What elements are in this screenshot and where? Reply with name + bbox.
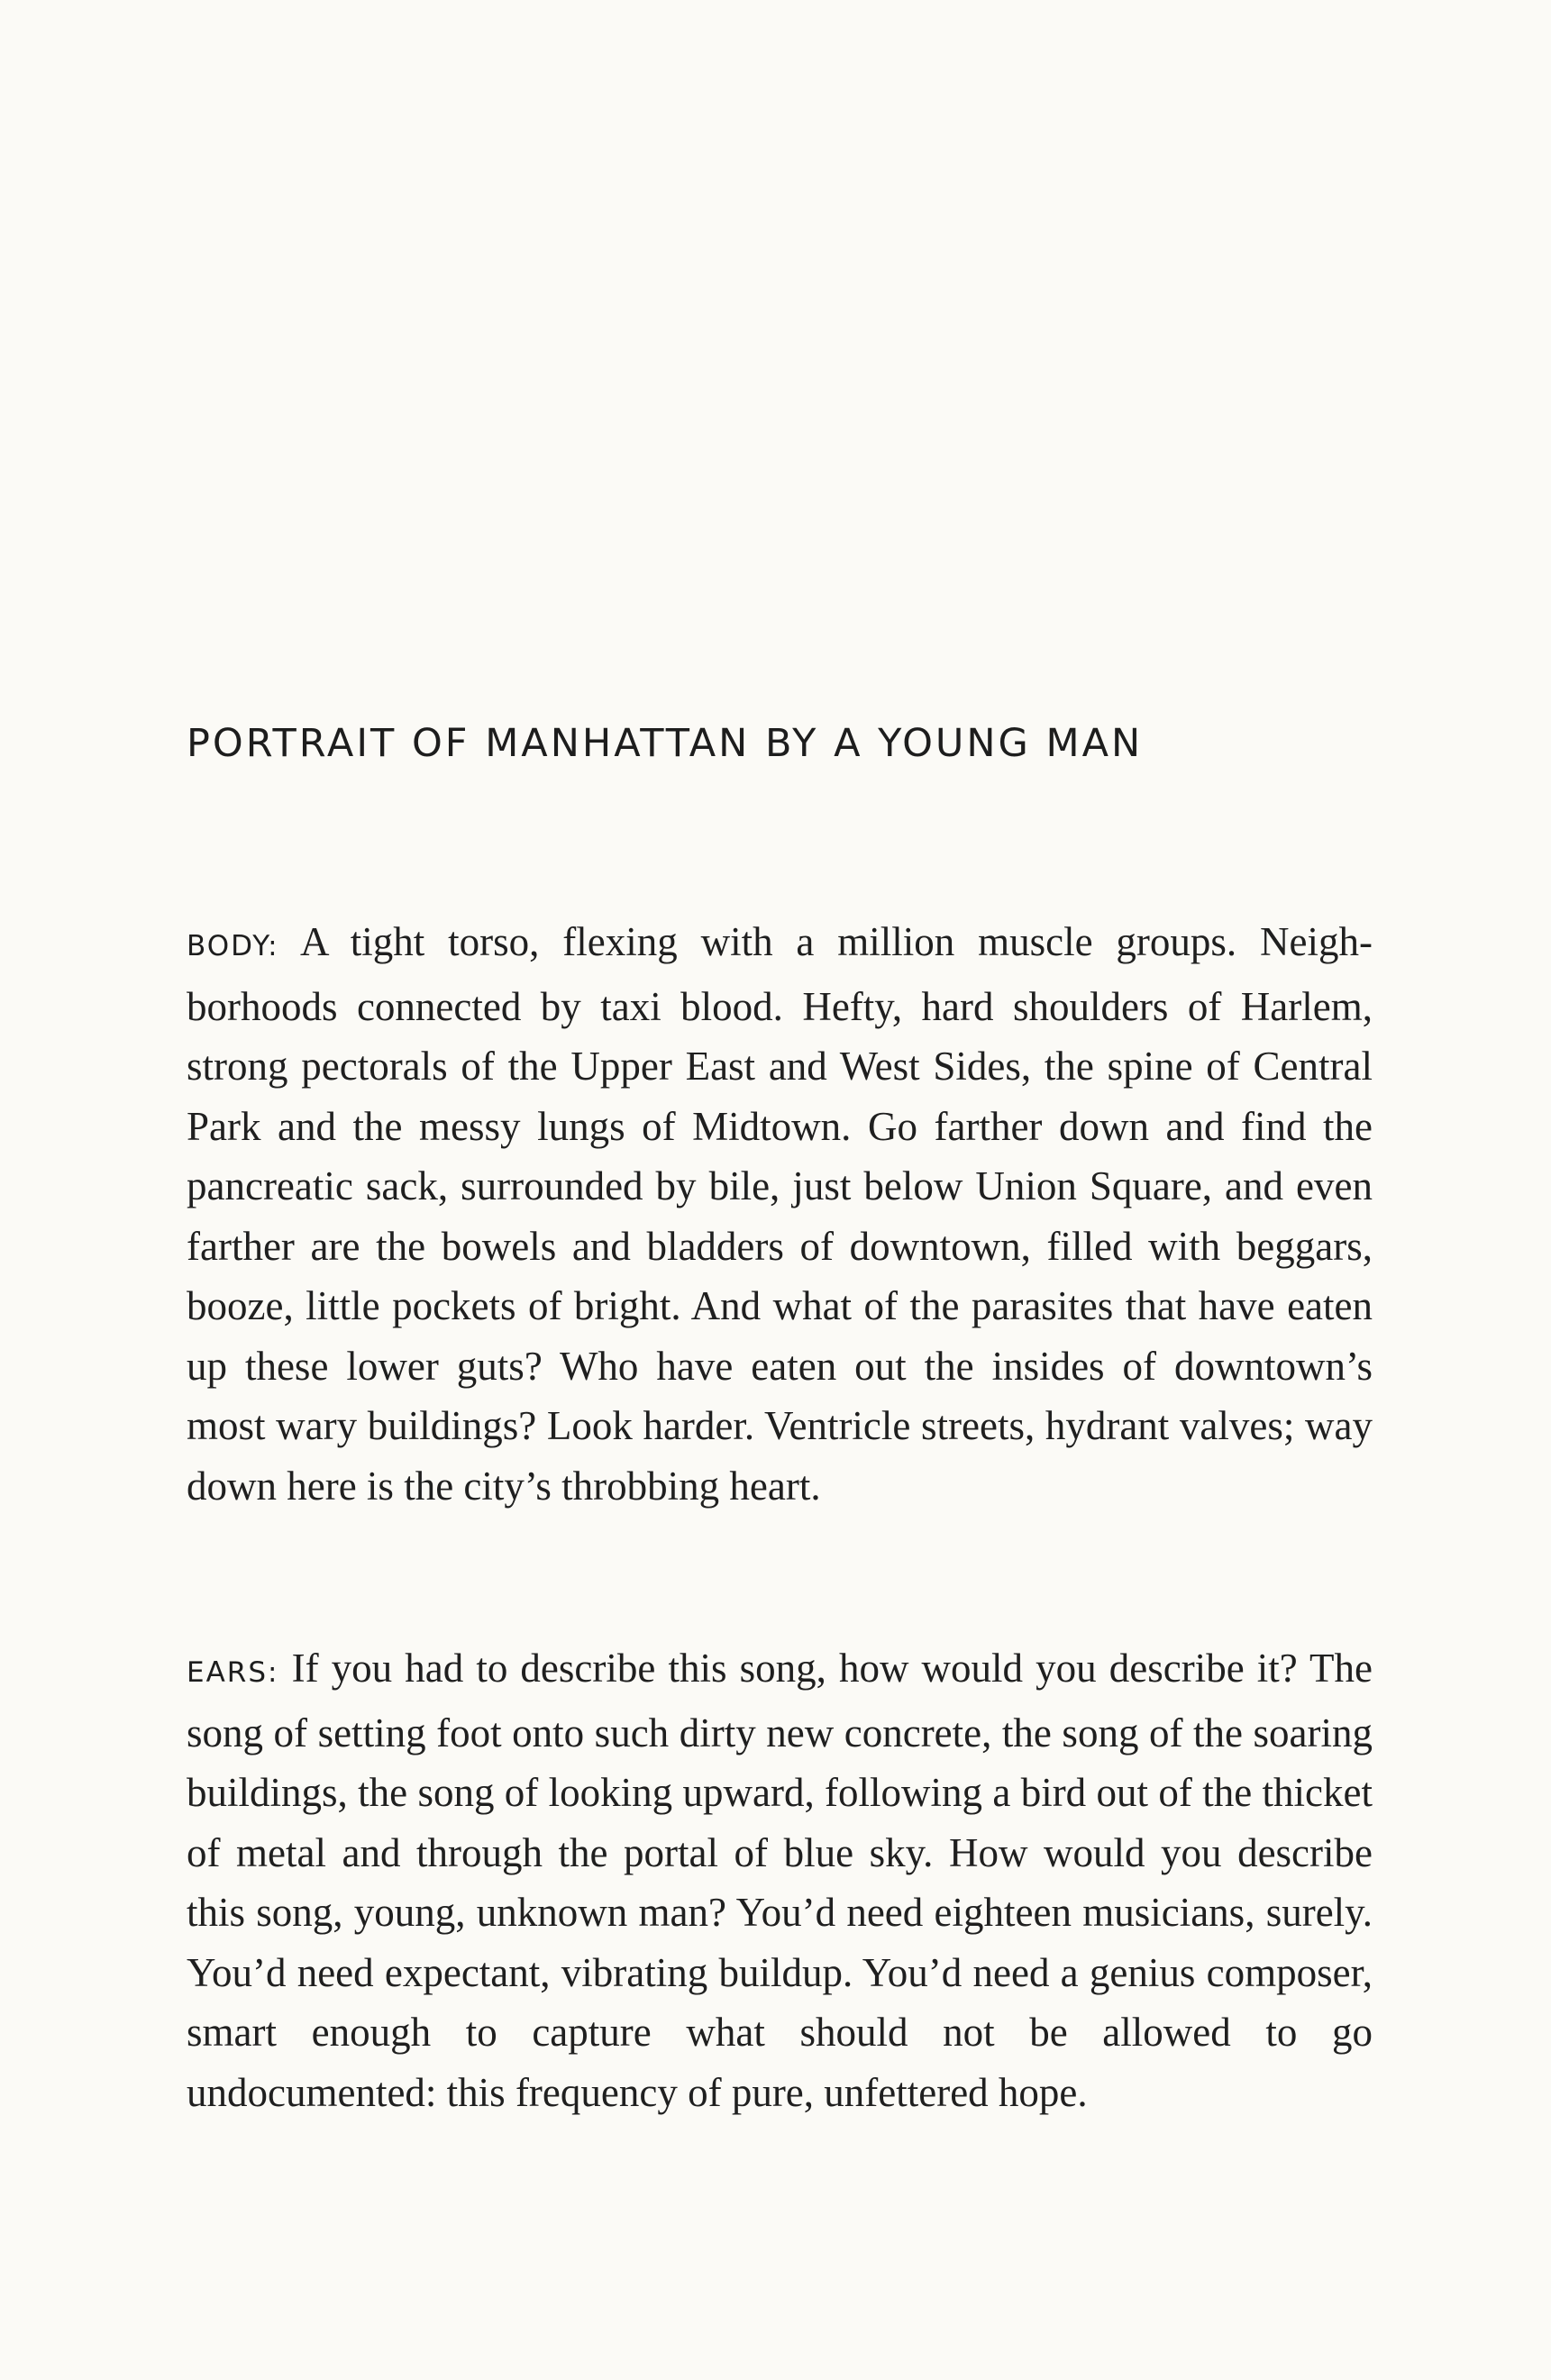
section-text: A tight torso, flexing with a million muscle groups. Neighborhoods connected by taxi blood. Hefty, hard shoulders of Harlem, strong pectorals of the Upper East and West Sides, the spine of Central Park and the messy lungs of Midtown. Go farther down and find the pancreatic sack, surrounded by bile, just below Union Square, and even farther are the bowels and bladders of downtown, filled with beggars, booze, little pockets of bright. And what of the parasites that have eaten up these lower guts? Who have eaten out the insides of downtown’s most wary buildings? Look harder. Ventricle streets, hydrant valves; way down here is the city’s throbbing heart. bbox=[187, 919, 1373, 1509]
section-body bbox=[187, 912, 1373, 1516]
chapter-title: PORTRAIT OF MANHATTAN BY A YOUNG MAN bbox=[187, 721, 1144, 766]
section-ears bbox=[187, 1638, 1373, 2122]
section-label: EARS: bbox=[187, 1656, 279, 1689]
section-text: If you had to describe this song, how would you describe it? The song of setting foot onto such dirty new concrete, the song of the soaring buildings, the song of looking upward, following a bird out of the thicket of metal and through the portal of blue sky. How would you describe this song, young, unknown man? You’d need eighteen musicians, surely. You’d need expectant, vibrating buildup. You’d need a genius composer, smart enough to capture what should not be allowed to go undocumented: this frequency of pure, unfettered hope. bbox=[187, 1646, 1373, 2115]
section-label: BODY: bbox=[187, 930, 279, 962]
